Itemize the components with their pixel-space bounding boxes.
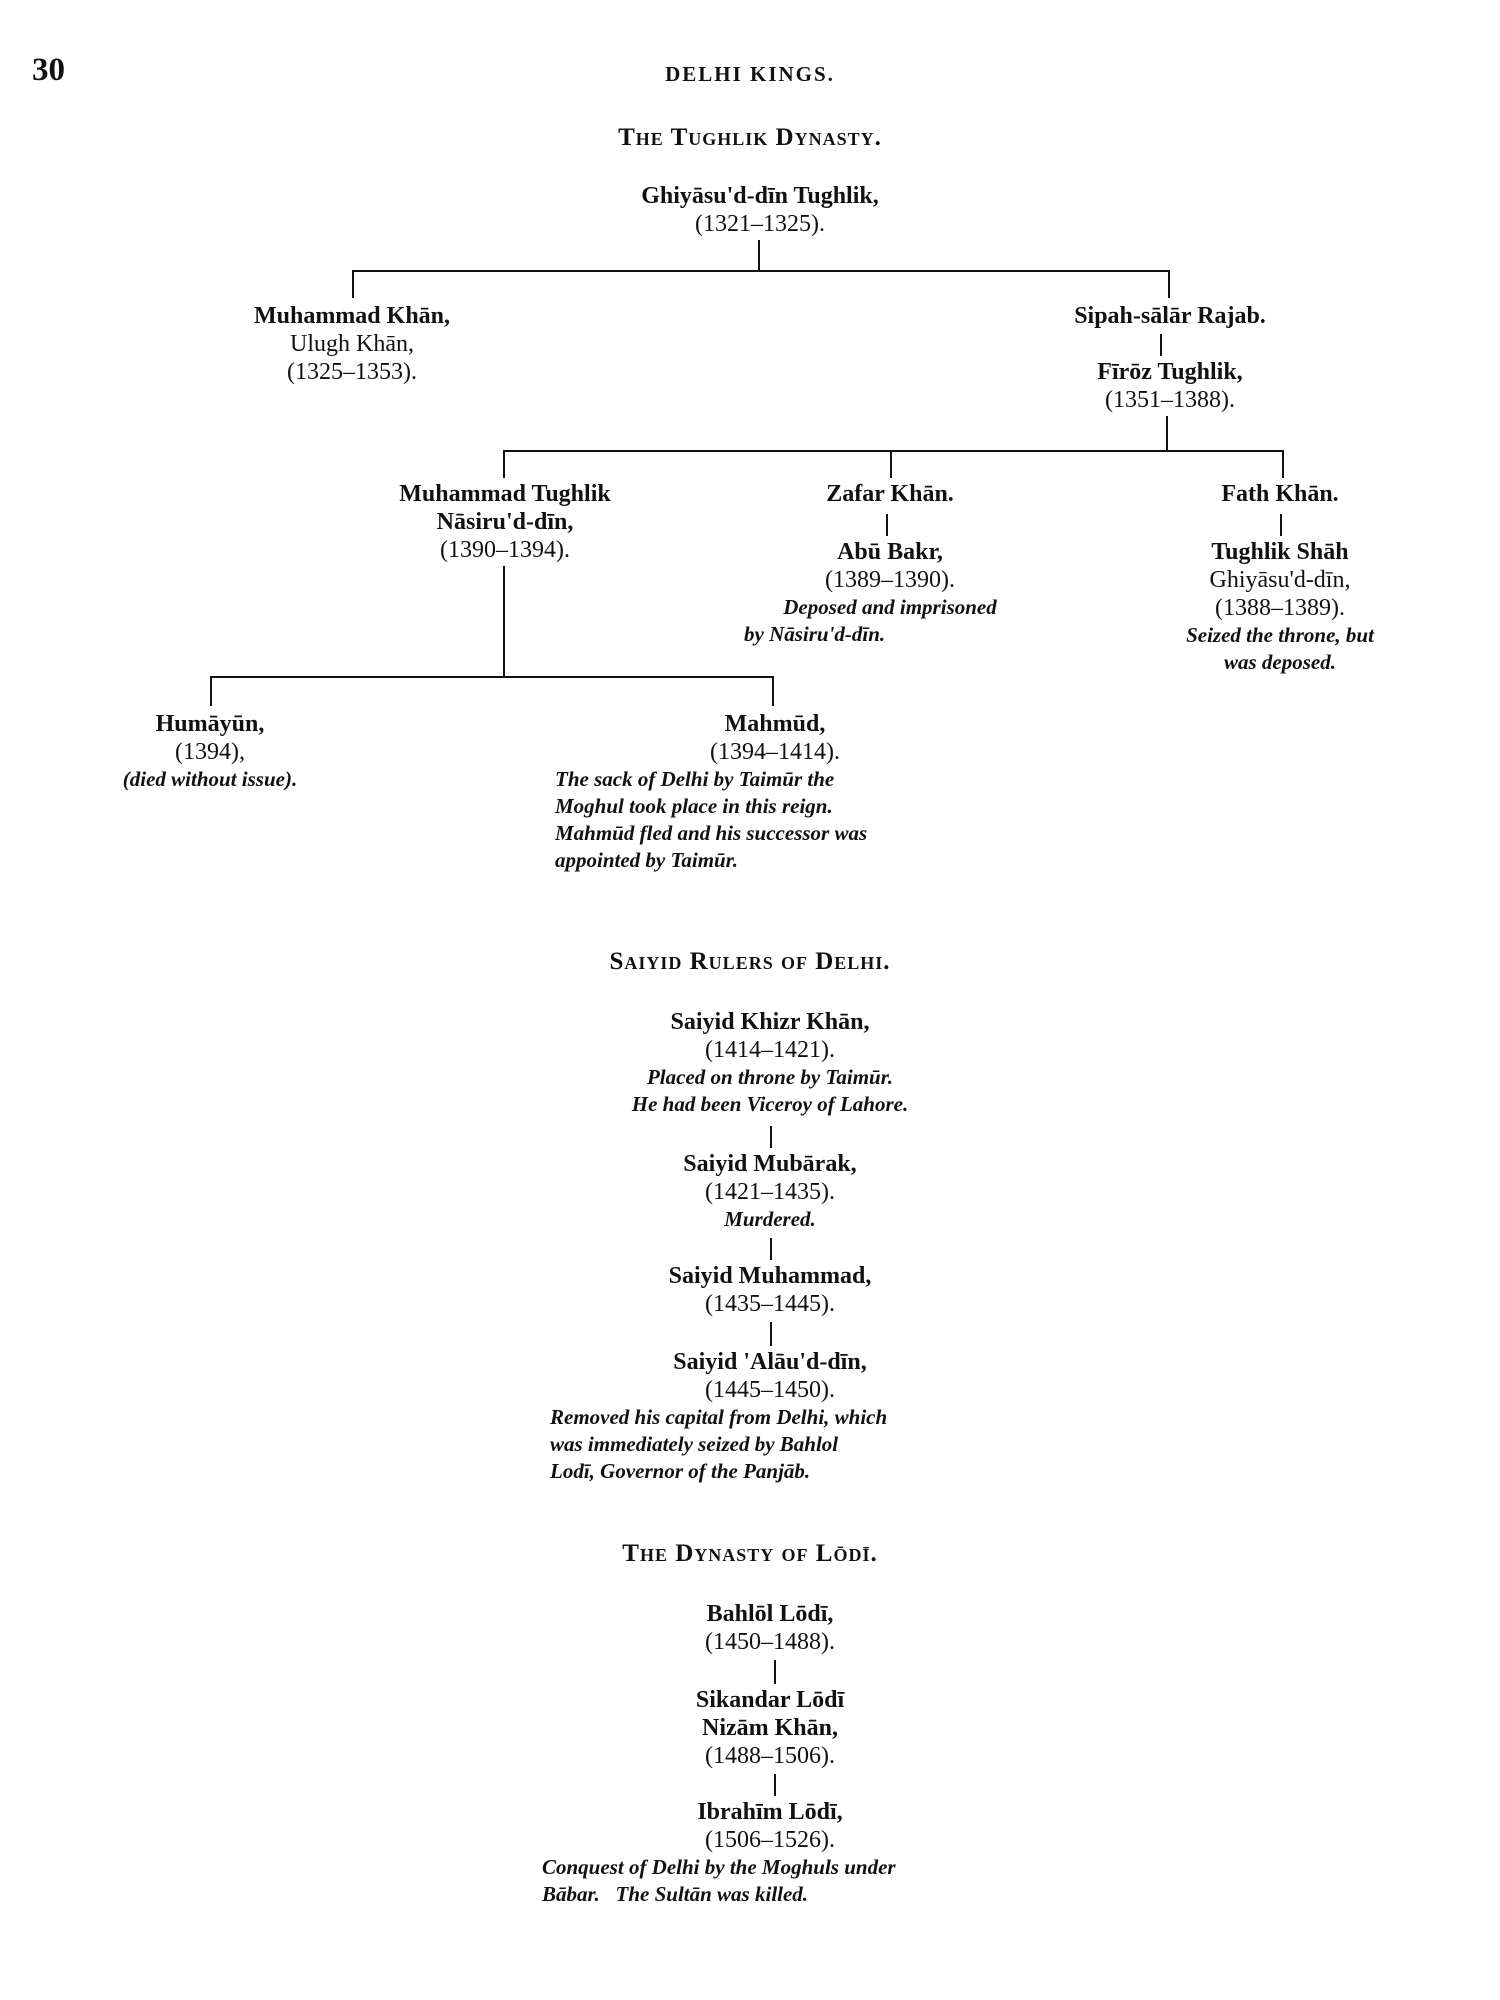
- khizr-note: Placed on throne by Taimūr.: [646, 1065, 893, 1089]
- muhammad-tughlik-dates: (1390–1394).: [440, 537, 570, 563]
- ghiyasu-dates: (1321–1325).: [695, 211, 825, 237]
- connector: [210, 676, 212, 706]
- muhammad-khan-alt: Ulugh Khān,: [290, 331, 414, 357]
- saiyid-muhammad-name: Saiyid Muhammad,: [668, 1263, 872, 1289]
- muhammad-khan-dates: (1325–1353).: [287, 359, 417, 385]
- tughlik-shah-note: Seized the throne, but: [1186, 623, 1374, 647]
- node-bahlol: [520, 1600, 1020, 1656]
- node-muhammad-khan: [202, 302, 502, 386]
- connector: [503, 450, 505, 478]
- connector: [1282, 450, 1284, 478]
- mahmud-note: The sack of Delhi by Taimūr the: [555, 767, 835, 791]
- connector: [352, 270, 1170, 272]
- mahmud-note: Moghul took place in this reign.: [555, 794, 833, 818]
- connector: [772, 676, 774, 706]
- node-mubarak: [520, 1150, 1020, 1233]
- node-humayun: [60, 710, 360, 793]
- mubarak-note: Murdered.: [724, 1207, 816, 1231]
- node-firoz: [1020, 358, 1320, 414]
- ibrahim-note: Conquest of Delhi by the Moghuls under: [542, 1855, 896, 1879]
- sikandar-dates: (1488–1506).: [705, 1743, 835, 1769]
- connector: [503, 566, 505, 676]
- connector: [1168, 270, 1170, 298]
- node-tughlik-shah: [1120, 538, 1440, 676]
- mahmud-dates: (1394–1414).: [710, 739, 840, 765]
- khizr-name: Saiyid Khizr Khān,: [670, 1009, 870, 1035]
- connector: [352, 270, 354, 298]
- alau-note: Removed his capital from Delhi, which: [550, 1405, 888, 1429]
- connector: [774, 1774, 776, 1796]
- node-khizr: [520, 1008, 1020, 1118]
- connector: [770, 1238, 772, 1260]
- abu-bakr-dates: (1389–1390).: [825, 567, 955, 593]
- node-sipah: [1020, 302, 1320, 330]
- section-title-tughlik: The Tughlik Dynasty.: [618, 124, 882, 151]
- mubarak-dates: (1421–1435).: [705, 1179, 835, 1205]
- node-alau: [520, 1348, 1020, 1485]
- connector: [210, 676, 774, 678]
- node-ghiyasu: [560, 182, 960, 238]
- sikandar-name: Sikandar Lōdī: [695, 1687, 845, 1713]
- muhammad-tughlik-alt: Nāsiru'd-dīn,: [436, 509, 574, 535]
- node-muhammad-tughlik: [330, 480, 680, 564]
- ibrahim-note: Bābar. The Sultān was killed.: [542, 1882, 809, 1906]
- humayun-name: Humāyūn,: [155, 711, 265, 737]
- connector: [886, 514, 888, 536]
- fath-name: Fath Khān.: [1221, 481, 1339, 507]
- ibrahim-dates: (1506–1526).: [705, 1827, 835, 1853]
- page-number: 30: [32, 52, 65, 88]
- alau-note: was immediately seized by Bahlol: [550, 1432, 839, 1456]
- khizr-dates: (1414–1421).: [705, 1037, 835, 1063]
- alau-dates: (1445–1450).: [705, 1377, 835, 1403]
- section-title-lodi: The Dynasty of Lōdī.: [622, 1540, 878, 1567]
- connector: [1160, 334, 1162, 356]
- zafar-name: Zafar Khān.: [826, 481, 954, 507]
- bahlol-name: Bahlōl Lōdī,: [706, 1601, 834, 1627]
- connector: [1166, 416, 1168, 450]
- ibrahim-name: Ibrahīm Lōdī,: [697, 1799, 843, 1825]
- mahmud-name: Mahmūd,: [724, 711, 826, 737]
- tughlik-shah-note: was deposed.: [1224, 650, 1336, 674]
- node-saiyid-muhammad: [520, 1262, 1020, 1318]
- abu-bakr-note: Deposed and imprisoned: [783, 595, 997, 619]
- mubarak-name: Saiyid Mubārak,: [683, 1151, 857, 1177]
- abu-bakr-note: by Nāsiru'd-dīn.: [744, 622, 886, 646]
- muhammad-khan-name: Muhammad Khān,: [253, 303, 451, 329]
- sikandar-alt: Nizām Khān,: [701, 1715, 838, 1741]
- connector: [890, 450, 892, 478]
- connector: [770, 1126, 772, 1148]
- firoz-dates: (1351–1388).: [1105, 387, 1235, 413]
- humayun-note: (died without issue).: [122, 767, 298, 791]
- connector: [503, 450, 1284, 452]
- node-mahmud: [555, 710, 995, 874]
- tughlik-shah-alt: Ghiyāsu'd-dīn,: [1209, 567, 1351, 593]
- tughlik-shah-dates: (1388–1389).: [1215, 595, 1345, 621]
- saiyid-muhammad-dates: (1435–1445).: [705, 1291, 835, 1317]
- abu-bakr-name: Abū Bakr,: [837, 539, 943, 565]
- bahlol-dates: (1450–1488).: [705, 1629, 835, 1655]
- muhammad-tughlik-name: Muhammad Tughlik: [399, 481, 611, 507]
- humayun-dates: (1394),: [175, 739, 245, 765]
- mahmud-note: appointed by Taimūr.: [555, 848, 739, 872]
- ghiyasu-name: Ghiyāsu'd-dīn Tughlik,: [641, 183, 879, 209]
- tughlik-shah-name: Tughlik Shāh: [1211, 539, 1349, 565]
- connector: [758, 240, 760, 270]
- running-head: DELHI KINGS.: [665, 62, 835, 86]
- alau-name: Saiyid 'Alāu'd-dīn,: [673, 1349, 867, 1375]
- connector: [774, 1660, 776, 1684]
- sipah-name: Sipah-sālār Rajab.: [1074, 303, 1266, 329]
- khizr-note: He had been Viceroy of Lahore.: [631, 1092, 909, 1116]
- node-sikandar: [520, 1686, 1020, 1770]
- firoz-name: Fīrōz Tughlik,: [1097, 359, 1243, 385]
- connector: [770, 1322, 772, 1346]
- node-fath: [1130, 480, 1430, 508]
- section-title-saiyid: Saiyid Rulers of Delhi.: [609, 948, 891, 975]
- connector: [1280, 514, 1282, 536]
- node-abu-bakr: [700, 538, 1080, 648]
- mahmud-note: Mahmūd fled and his successor was: [555, 821, 868, 845]
- node-ibrahim: [520, 1798, 1020, 1908]
- node-zafar: [735, 480, 1045, 508]
- alau-note: Lodī, Governor of the Panjāb.: [550, 1459, 811, 1483]
